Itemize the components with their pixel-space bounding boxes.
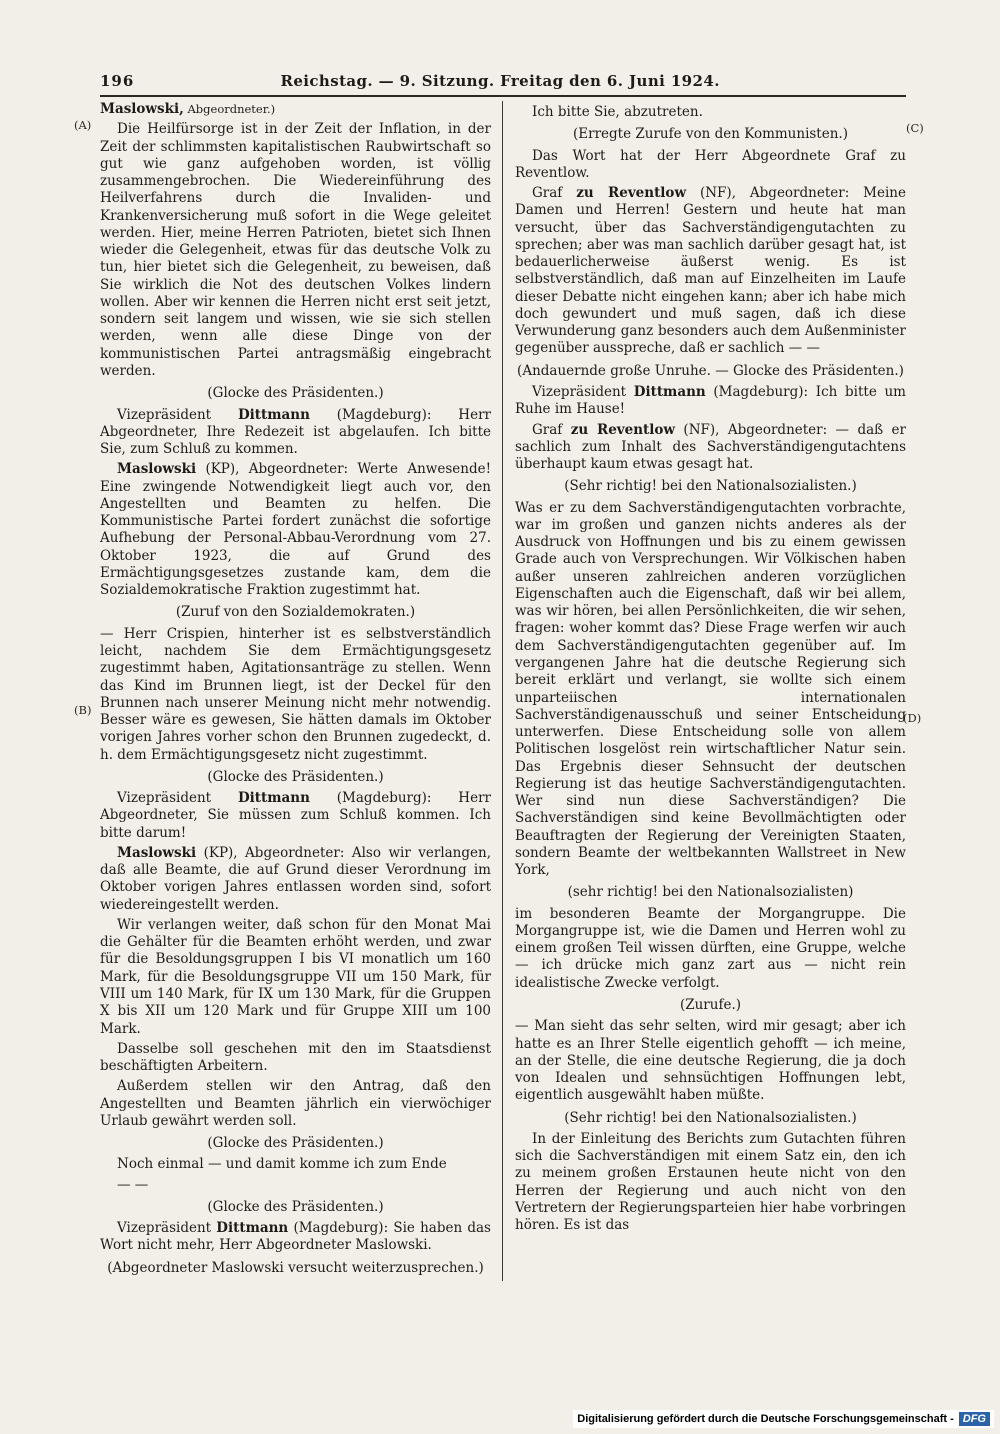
left-paragraph-10: Wir verlangen weiter, daß schon für den Monat Mai die Gehälter für die Beamten erhöht werden, und zwar für die Besoldungsgruppen I bis VI monatlich um 160 Mark, für die Besoldungsgruppe VII um 150 Mark, für VIII um 140 Mark, für IX um 130 Mark, für die Gruppen X bis XII um 120 Mark und für Gruppe XIII um 100 Mark. <box>100 916 491 1037</box>
right-column <box>503 101 906 1281</box>
left-paragraph-8: Vizepräsident Dittmann (Magdeburg): Herr Abgeordneter, Sie müssen zum Schluß kommen. Ich bitte darum! <box>100 790 491 841</box>
left-paragraph-17: Vizepräsident Dittmann (Magdeburg): Sie haben das Wort nicht mehr, Herr Abgeordneter Maslowski. <box>100 1220 491 1254</box>
page-header-title: Reichstag. — 9. Sitzung. Freitag den 6. Juni 1924. <box>280 72 720 90</box>
right-paragraph-6: Graf zu Reventlow (NF), Abgeordneter: — daß er sachlich zum Inhalt des Sachverständigengutachtens überhaupt kaum etwas gesagt hat. <box>515 421 907 473</box>
right-stage-direction-13: (Sehr richtig! bei den Nationalsozialisten.) <box>564 1109 857 1126</box>
left-paragraph-1: Die Heilfürsorge ist in der Zeit der Inflation, in der Zeit der schlimmsten kapitalistischen Raubwirtschaft so gut wie ganz aufgehoben worden, ist völlig zusammengebrochen. Die Wiedereinführung des Heilverfahrens durch die Invaliden- und Krankenversicherung muß sofort in die Wege geleitet werden. Hier, meine Herren Patrioten, bietet sich Ihnen wieder die Gelegenheit, etwas für das deutsche Volk zu tun, hier bietet sich die Gelegenheit, zu beweisen, daß Sie wirklich die Not des deutschen Volkes lindern wollen. Aber wir kennen die Herren nicht erst seit jetzt, sondern seit langem und wissen, wie sie sich stellen werden, wenn alle diese Dinge von der kommunistischen Partei antragsmäßig eingebracht werden. <box>100 121 491 379</box>
left-paragraph-12: Außerdem stellen wir den Antrag, daß den Angestellten und Beamten jährlich ein vierwöchiger Urlaub gewährt werden soll. <box>100 1078 491 1129</box>
left-stage-direction-16: (Glocke des Präsidenten.) <box>207 1198 384 1215</box>
margin-marker-c: (C) <box>906 121 924 135</box>
left-paragraph-0: Maslowski, Abgeordneter.) <box>100 101 276 117</box>
left-stage-direction-5: (Zuruf von den Sozialdemokraten.) <box>175 604 416 621</box>
margin-marker-a: (A) <box>74 118 92 132</box>
page-header <box>100 72 906 97</box>
left-stage-direction-2: (Glocke des Präsidenten.) <box>207 385 384 402</box>
digitization-credit <box>573 1410 994 1428</box>
right-stage-direction-11: (Zurufe.) <box>679 997 742 1014</box>
digitization-credit-text: Digitalisierung gefördert durch die Deutsche Forschungsgemeinschaft - <box>577 1413 954 1425</box>
left-stage-direction-18: (Abgeordneter Maslowski versucht weiterzusprechen.) <box>107 1259 484 1276</box>
margin-marker-b: (B) <box>74 703 92 717</box>
left-stage-direction-13: (Glocke des Präsidenten.) <box>207 1135 384 1152</box>
left-paragraph-15: — — <box>117 1176 149 1193</box>
left-paragraph-14: Noch einmal — und damit komme ich zum Ende <box>117 1156 447 1173</box>
right-stage-direction-1: (Erregte Zurufe von den Kommunisten.) <box>573 126 848 143</box>
left-paragraph-9: Maslowski (KP), Abgeordneter: Also wir verlangen, daß alle Beamte, die auf Grund dieser Verordnung im Oktober vorigen Jahres entlassen worden sind, sofort wiedereingestellt werden. <box>100 844 491 913</box>
page-number: 196 <box>100 72 135 90</box>
right-stage-direction-4: (Andauernde große Unruhe. — Glocke des Präsidenten.) <box>517 362 904 379</box>
left-stage-direction-7: (Glocke des Präsidenten.) <box>207 768 384 785</box>
margin-marker-d: (D) <box>903 711 922 725</box>
right-paragraph-5: Vizepräsident Dittmann (Magdeburg): Ich bitte um Ruhe im Hause! <box>515 383 906 418</box>
right-stage-direction-9: (sehr richtig! bei den Nationalsozialisten) <box>567 884 854 901</box>
right-paragraph-0: Ich bitte Sie, abzutreten. <box>532 104 703 120</box>
right-paragraph-3: Graf zu Reventlow (NF), Abgeordneter: Meine Damen und Herren! Gestern und heute hat man versucht, über das Sachverständigengutachten zu sprechen; aber was man sachlich darüber gesagt hat, ist bedauerlicherweise äußerst wenig. Es ist selbstverständlich, daß man auf Einzelheiten im Laufe dieser Debatte nicht eingehen kann; aber ich habe mich doch gewundert und muß sagen, daß ich diese Verwunderung ganz besonders auch dem Außenminister gegenüber ausspreche, daß er sachlich — — <box>515 185 906 357</box>
left-paragraph-6: — Herr Crispien, hinterher ist es selbstverständlich leicht, nachdem Sie dem Ermächtigungsgesetz zugestimmt haben, Agitationsanträge zu stellen. Wenn das Kind im Brunnen liegt, ist der Deckel für den Brunnen nach unserer Meinung nicht mehr notwendig. Besser wäre es gewesen, Sie hätten damals im Oktober vorigen Jahres vorher schon den Brunnen zugedeckt, d. h. dem Ermächtigungsgesetz nicht zugestimmt. <box>100 625 491 763</box>
left-paragraph-4: Maslowski (KP), Abgeordneter: Werte Anwesende! Eine zwingende Notwendigkeit liegt auch vor, den Angestellten und Beamten zu helfen. Die Kommunistische Partei fordert zunächst die sofortige Aufhebung der Personal-Abbau-Verordnung vom 27. Oktober 1923, die auf Grund des Ermächtigungsgesetzes zustande kam, dem die Sozialdemokratische Fraktion zugestimmt hat. <box>100 461 491 599</box>
dfg-logo: DFG <box>959 1412 990 1426</box>
right-paragraph-8: Was er zu dem Sachverständigengutachten vorbrachte, war im großen und ganzen nichts anderes als der Ausdruck von Hoffnungen und bis zu einem gewissen Grade auch von Versprechungen. Wir Völkischen haben außer unseren zahlreichen anderen vorzüglichen Eigenschaften auch die Eigenschaft, daß wir bei allem, was wir hören, bei allen Persönlichkeiten, die wir sehen, fragen: woher kommt das? Diese Frage werfen wir auch dem Sachverständigengutachten gegenüber auf. Im vergangenen Jahre hat die deutsche Regierung sich bereit erklärt und verlangt, sie wollte sich einem unparteiischen internationalen Sachverständigenausschuß und seiner Entscheidung unterwerfen. Diese Entscheidung solle von allem Politischen losgelöst rein wirtschaftlicher Natur sein. Das Ergebnis dieser Sehnsucht der deutschen Regierung ist das heutige Sachverständigengutachten. Wer sind nun diese Sachverständigen? Die Sachverständigen sind keine Bevollmächtigten oder Beauftragten der Regierung der Vereinigten Staaten, sondern Beamte der weltbekannten Wallstreet in New York, <box>515 499 906 879</box>
right-paragraph-2: Das Wort hat der Herr Abgeordnete Graf zu Reventlow. <box>515 147 906 181</box>
left-column <box>100 101 503 1281</box>
right-paragraph-12: — Man sieht das sehr selten, wird mir gesagt; aber ich hatte es an Ihrer Stelle eigentlich gehofft — ich meine, an der Stelle, die eine deutsche Regierung, die ja doch von Idealen und sehnsüchtigen Hoffnungen lebt, eigentlich ausgewählt haben müßte. <box>515 1018 906 1104</box>
left-paragraph-11: Dasselbe soll geschehen mit den im Staatsdienst beschäftigten Arbeitern. <box>100 1040 491 1075</box>
right-paragraph-14: In der Einleitung des Berichts zum Gutachten führen sich die Sachverständigen mit einem Satz ein, den ich zu meinem großen Erstaunen heute nicht von den Herren der Regierung und auch nicht von den Vertretern der Regierungsparteien hier habe vorbringen hören. Es ist das <box>515 1130 906 1234</box>
text-columns <box>100 101 906 1281</box>
left-paragraph-3: Vizepräsident Dittmann (Magdeburg): Herr Abgeordneter, Ihre Redezeit ist abgelaufen. Ich bitte Sie, zum Schluß zu kommen. <box>100 406 491 458</box>
right-stage-direction-7: (Sehr richtig! bei den Nationalsozialisten.) <box>564 478 857 495</box>
right-paragraph-10: im besonderen Beamte der Morgangruppe. Die Morgangruppe ist, wie die Damen und Herren wohl zu einem großen Teil wissen dürften, eine Gruppe, welche — ich drücke mich ganz zart aus — nicht rein idealistische Zwecke verfolgt. <box>515 905 906 991</box>
